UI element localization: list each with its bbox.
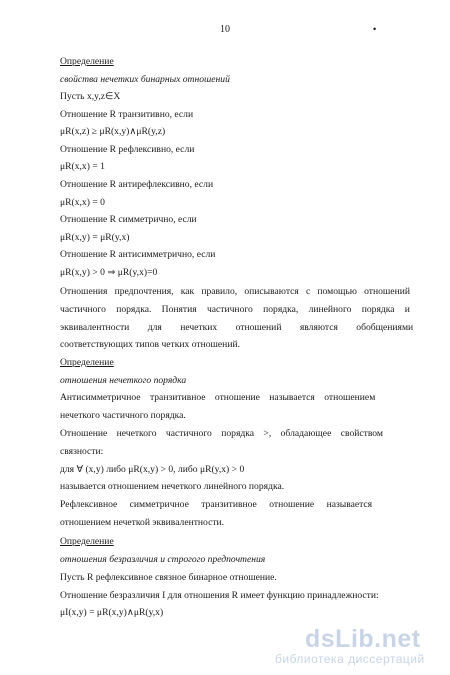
paragraph-line: Отношение безразличия I для отношения R имеет функцию принадлежности:: [60, 590, 379, 601]
paragraph-line: нечеткого частичного порядка.: [60, 410, 186, 421]
paragraph-line: соответствующих типов четких отношений.: [60, 339, 240, 350]
paragraph-line: эквивалентности для нечетких отношений являются обобщениями: [60, 322, 414, 333]
text-line: Отношение R транзитивно, если: [60, 109, 194, 120]
formula-line: μR(x,y) = μR(y,x): [60, 232, 130, 243]
paragraph-line: Пусть R рефлексивное связное бинарное отношение.: [60, 572, 277, 583]
definition-heading: Определение: [60, 56, 114, 67]
paragraph-line: частичного порядка. Понятия частичного порядка, линейного порядка и: [60, 304, 410, 315]
paragraph-line: Отношения предпочтения, как правило, описываются с помощью отношений: [60, 286, 410, 297]
watermark: [275, 625, 445, 670]
definition-subtitle: отношения нечеткого порядка: [60, 375, 187, 386]
paragraph-line: отношением нечеткой эквивалентности.: [60, 517, 225, 528]
paragraph-line: Рефлексивное симметричное транзитивное отношение называется: [60, 499, 373, 510]
scan-mark: •: [373, 24, 377, 34]
watermark-subtitle: библиотека диссертаций: [275, 652, 425, 666]
paragraph-line: называется отношением нечеткого линейного порядка.: [60, 481, 285, 492]
definition-subtitle: отношения безразличия и строгого предпочтения: [60, 554, 266, 565]
paragraph-line: Антисимметричное транзитивное отношение называется отношением: [60, 392, 376, 403]
formula-line: μR(x,x) = 0: [60, 197, 105, 208]
text-line: Отношение R рефлексивно, если: [60, 144, 195, 155]
formula-line: μR(x,z) ≥ μR(x,y)∧μR(y,z): [60, 126, 166, 137]
paragraph-line: связности:: [60, 446, 104, 457]
definition-heading: Определение: [60, 357, 114, 368]
text-line: Отношение R симметрично, если: [60, 214, 197, 225]
definition-heading: Определение: [60, 536, 114, 547]
text-line: Отношение R антисимметрично, если: [60, 249, 216, 260]
watermark-brand: dsLib.net: [305, 625, 421, 653]
text-line: Пусть x,y,z∈X: [60, 91, 121, 102]
formula-line: μR(x,y) > 0 ⇒ μR(y,x)=0: [60, 267, 158, 278]
text-line: Отношение R антирефлексивно, если: [60, 179, 214, 190]
page-number: 10: [220, 24, 230, 35]
formula-line: μI(x,y) = μR(x,y)∧μR(y,x): [60, 607, 164, 618]
paragraph-line: Отношение нечеткого частичного порядка >, обладающее свойством: [60, 428, 383, 439]
formula-line: для ∀ (x,y) либо μR(x,y) > 0, либо μR(y,x) > 0: [60, 464, 245, 475]
formula-line: μR(x,x) = 1: [60, 161, 105, 172]
definition-subtitle: свойства нечетких бинарных отношений: [60, 74, 230, 85]
